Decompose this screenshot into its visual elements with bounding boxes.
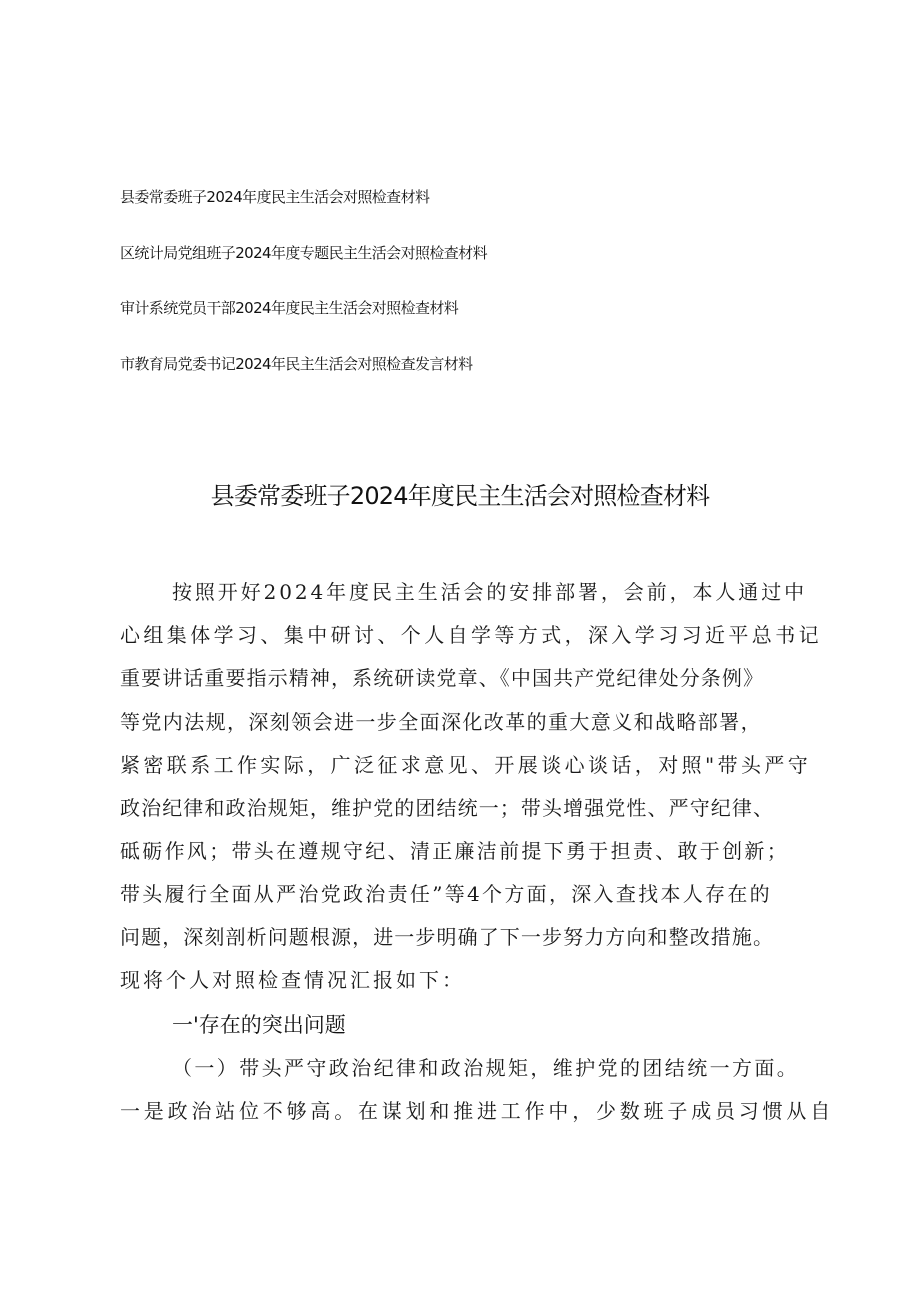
document-title: 县委常委班子2024年度民主生活会对照检查材料 xyxy=(210,482,710,510)
section-heading: 一'存在的突出问题 xyxy=(172,1013,346,1037)
paragraph-line: 心组集体学习、集中研讨、个人自学等方式，深入学习习近平总书记 xyxy=(120,623,822,647)
paragraph-line: 问题，深刻剖析问题根源，进一步明确了下一步努力方向和整改措施。 xyxy=(120,925,775,949)
paragraph-line: 等党内法规，深刻领会进一步全面深化改革的重大意义和战略部署， xyxy=(120,710,762,734)
toc-item: 审计系统党员干部2024年度民主生活会对照检查材料 xyxy=(120,299,459,317)
paragraph-line: 紧密联系工作实际，广泛征求意见、开展谈心谈话，对照"带头严守 xyxy=(120,753,812,777)
toc-item: 市教育局党委书记2024年民主生活会对照检查发言材料 xyxy=(120,355,473,373)
paragraph-line: 一是政治站位不够高。在谋划和推进工作中，少数班子成员习惯从自 xyxy=(120,1099,834,1123)
toc-item: 区统计局党组班子2024年度专题民主生活会对照检查材料 xyxy=(120,244,487,262)
paragraph-line: 政治纪律和政治规矩，维护党的团结统一；带头增强党性、严守纪律、 xyxy=(120,796,775,820)
paragraph-line: 现将个人对照检查情况汇报如下： xyxy=(120,968,465,992)
toc-item: 县委常委班子2024年度民主生活会对照检查材料 xyxy=(120,188,430,206)
paragraph-line: 带头履行全面从严治党政治责任”等4个方面，深入查找本人存在的 xyxy=(120,882,772,906)
paragraph-line: 重要讲话重要指示精神，系统研读党章、《中国共产党纪律处分条例》 xyxy=(120,666,765,690)
paragraph-line: 砥砺作风；带头在遵规守纪、清正廉洁前提下勇于担责、敢于创新； xyxy=(120,839,789,863)
paragraph-line: 按照开好2024年度民主生活会的安排部署，会前，本人通过中 xyxy=(172,580,807,604)
paragraph-line: （一）带头严守政治纪律和政治规矩，维护党的团结统一方面。 xyxy=(172,1056,800,1080)
